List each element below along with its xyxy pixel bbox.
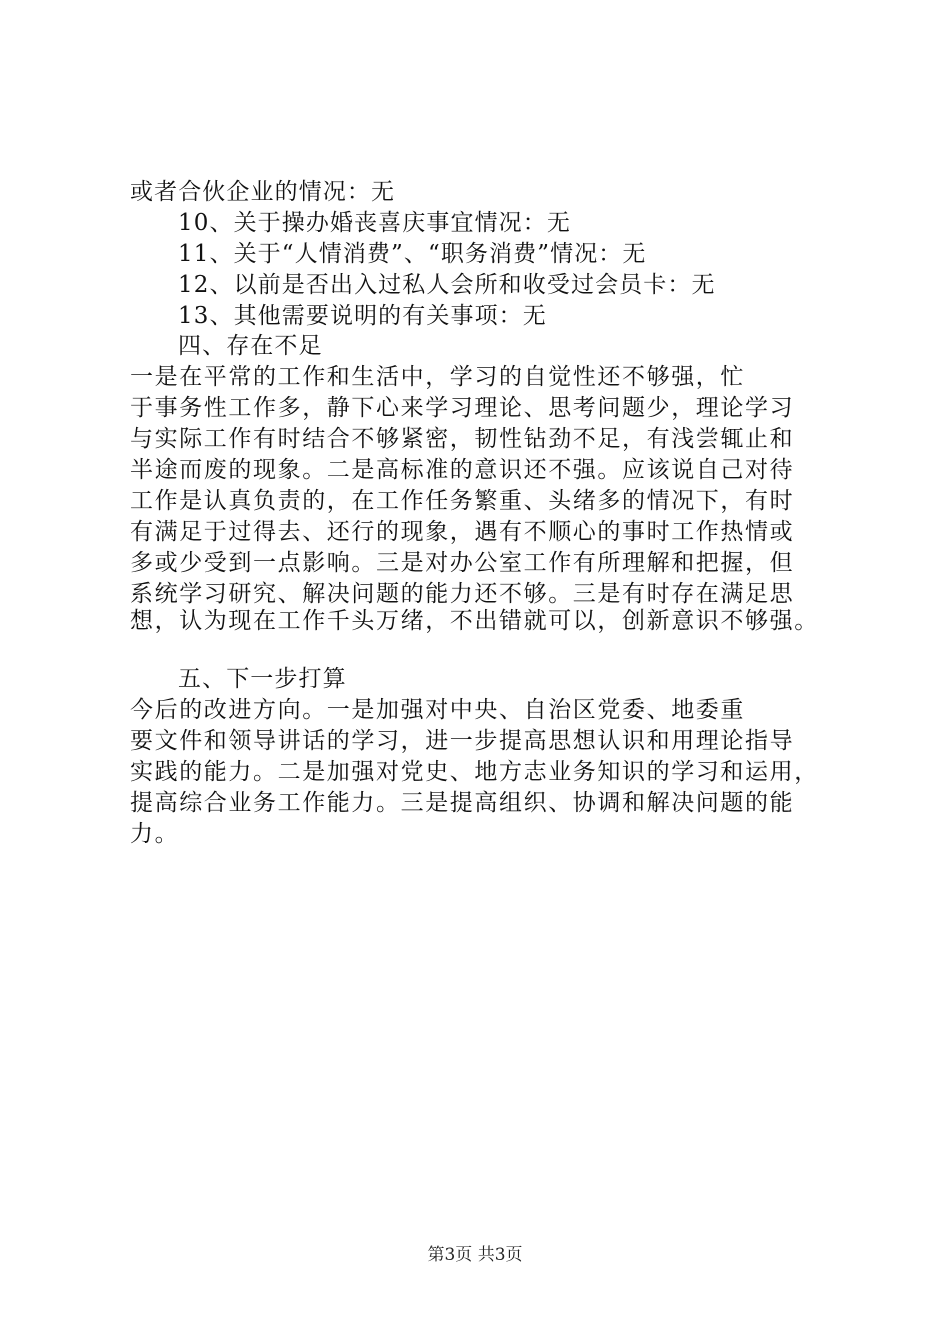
section-5-line: 提高综合业务工作能力。三是提高组织、协调和解决问题的能: [130, 790, 795, 816]
section-4-line: 想，认为现在工作千头万绪，不出错就可以，创新意识不够强。: [130, 608, 819, 634]
section-5-line: 力。: [130, 821, 180, 847]
section-4-line: 半途而废的现象。二是高标准的意识还不强。应该说自己对待: [130, 457, 795, 483]
section-4-heading: 四、存在不足: [178, 333, 323, 359]
section-4-line: 于事务性工作多，静下心来学习理论、思考问题少，理论学习: [130, 395, 795, 421]
section-4-line: 系统学习研究、解决问题的能力还不够。三是有时存在满足思: [130, 581, 795, 607]
list-item-13: 13、其他需要说明的有关事项：无: [178, 303, 547, 329]
section-5-line: 今后的改进方向。一是加强对中央、自治区党委、地委重: [130, 697, 745, 723]
section-5-line: 要文件和领导讲话的学习，进一步提高思想认识和用理论指导: [130, 728, 795, 754]
section-5-line: 实践的能力。二是加强对党史、地方志业务知识的学习和运用，: [130, 759, 819, 785]
list-item-continuation: 或者合伙企业的情况：无: [130, 179, 396, 205]
section-4-line: 有满足于过得去、还行的现象，遇有不顺心的事时工作热情或: [130, 519, 795, 545]
page-footer: 第3页 共3页: [427, 1245, 523, 1265]
list-item-10: 10、关于操办婚丧喜庆事宜情况：无: [178, 210, 571, 236]
list-item-11: 11、关于“人情消费”、“职务消费”情况：无: [178, 241, 647, 267]
section-4-line: 一是在平常的工作和生活中，学习的自觉性还不够强，忙: [130, 364, 745, 390]
section-5-heading: 五、下一步打算: [178, 666, 347, 692]
section-4-line: 与实际工作有时结合不够紧密，韧性钻劲不足，有浅尝辄止和: [130, 426, 795, 452]
section-4-line: 多或少受到一点影响。三是对办公室工作有所理解和把握，但: [130, 550, 795, 576]
list-item-12: 12、以前是否出入过私人会所和收受过会员卡：无: [178, 272, 716, 298]
section-4-line: 工作是认真负责的，在工作任务繁重、头绪多的情况下，有时: [130, 488, 795, 514]
